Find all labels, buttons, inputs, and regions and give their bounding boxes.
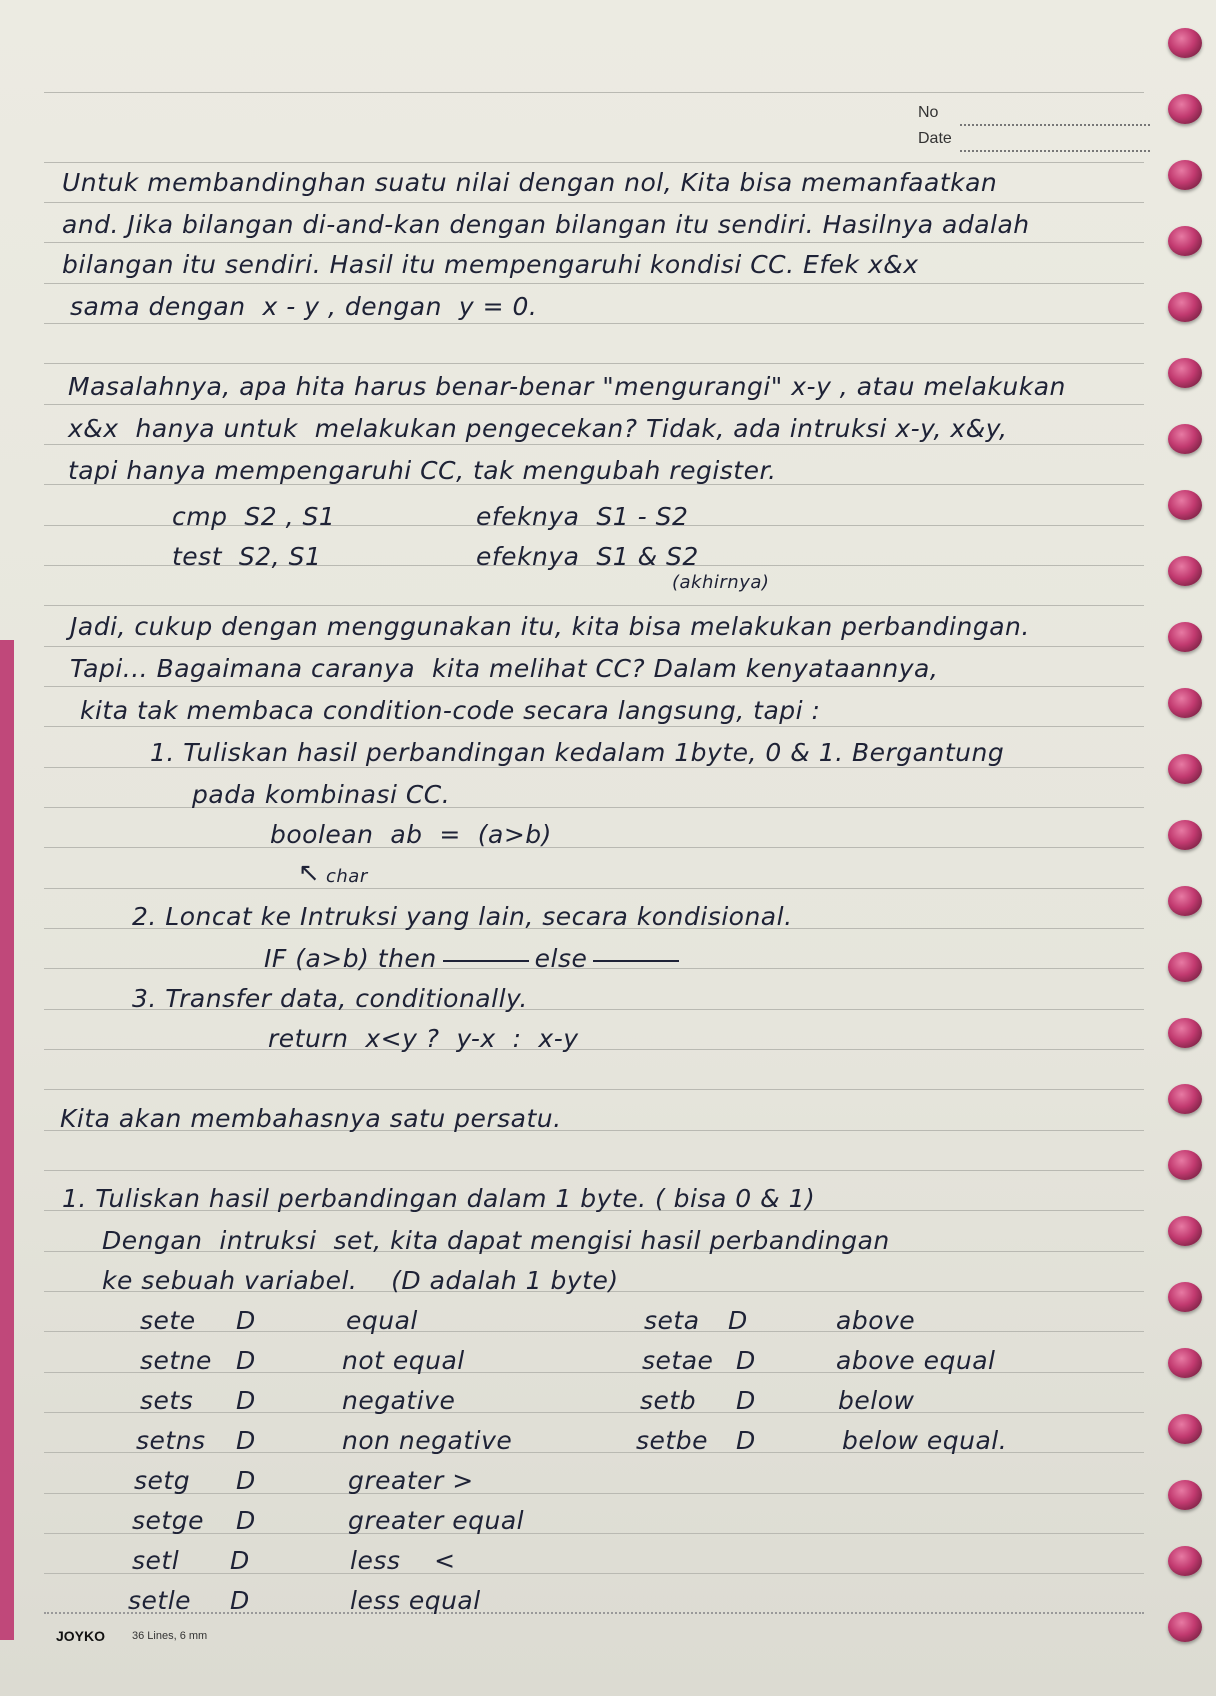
list-item-3-code: return x<y ? y-x : x-y xyxy=(268,1024,579,1053)
spiral-hole xyxy=(1168,1348,1202,1378)
spiral-hole xyxy=(1168,886,1202,916)
spiral-hole xyxy=(1168,160,1202,190)
ruled-line xyxy=(44,888,1144,889)
header-rule xyxy=(44,92,1144,93)
ruled-line xyxy=(44,323,1144,324)
ruled-line xyxy=(44,1573,1144,1574)
text-line: Masalahnya, apa hita harus benar-benar "mengurangi" x-y , atau melakukan xyxy=(68,372,1066,401)
set-arg: D xyxy=(236,1306,256,1335)
set-desc: above equal xyxy=(836,1346,996,1375)
spiral-hole xyxy=(1168,1018,1202,1048)
set-arg: D xyxy=(230,1546,250,1575)
ruled-line xyxy=(44,1533,1144,1534)
list-item-1-cont: pada kombinasi CC. xyxy=(192,780,451,809)
ruled-line xyxy=(44,726,1144,727)
spiral-hole xyxy=(1168,1216,1202,1246)
set-desc: equal xyxy=(346,1306,418,1335)
spiral-hole xyxy=(1168,688,1202,718)
set-desc: non negative xyxy=(342,1426,513,1455)
set-desc: negative xyxy=(342,1386,456,1415)
spiral-hole xyxy=(1168,292,1202,322)
set-arg: D xyxy=(728,1306,748,1335)
ruled-line xyxy=(44,242,1144,243)
set-desc: below xyxy=(838,1386,915,1415)
set-arg: D xyxy=(736,1426,756,1455)
ruled-line xyxy=(44,283,1144,284)
list-item-1: 1. Tuliskan hasil perbandingan kedalam 1byte, 0 & 1. Bergantung xyxy=(150,738,1005,767)
brand-subtitle: 36 Lines, 6 mm xyxy=(132,1630,208,1642)
cover-edge xyxy=(0,640,14,1640)
set-op: setg xyxy=(134,1466,191,1495)
set-arg: D xyxy=(230,1586,250,1615)
spiral-hole xyxy=(1168,424,1202,454)
text-line: bilangan itu sendiri. Hasil itu mempengaruhi kondisi CC. Efek x&x xyxy=(62,250,919,279)
ruled-line xyxy=(44,444,1144,445)
set-op: setbe xyxy=(636,1426,708,1455)
text-line: Tapi... Bagaimana caranya kita melihat CC? Dalam kenyataannya, xyxy=(70,654,939,683)
ruled-line xyxy=(44,605,1144,606)
text-line: and. Jika bilangan di-and-kan dengan bilangan itu sendiri. Hasilnya adalah xyxy=(62,210,1030,239)
set-op: setl xyxy=(132,1546,180,1575)
text-line: sama dengan x - y , dengan y = 0. xyxy=(70,292,538,321)
set-op: sete xyxy=(140,1306,196,1335)
set-arg: D xyxy=(236,1346,256,1375)
date-dots xyxy=(960,150,1150,152)
spiral-hole xyxy=(1168,1282,1202,1312)
set-arg: D xyxy=(236,1426,256,1455)
set-op: setb xyxy=(640,1386,697,1415)
list-item-1-note: char xyxy=(326,866,368,887)
spiral-hole xyxy=(1168,28,1202,58)
set-op: setle xyxy=(128,1586,192,1615)
set-arg: D xyxy=(236,1386,256,1415)
set-op: setns xyxy=(136,1426,206,1455)
ruled-line xyxy=(44,1331,1144,1332)
set-desc: above xyxy=(836,1306,916,1335)
spiral-hole xyxy=(1168,1150,1202,1180)
ruled-line xyxy=(44,1493,1144,1494)
section-heading: 1. Tuliskan hasil perbandingan dalam 1 byte. ( bisa 0 & 1) xyxy=(62,1184,816,1213)
spiral-hole xyxy=(1168,490,1202,520)
text-line: Dengan intruksi set, kita dapat mengisi hasil perbandingan xyxy=(102,1226,890,1255)
ruled-line xyxy=(44,202,1144,203)
spiral-hole xyxy=(1168,820,1202,850)
set-op: sets xyxy=(140,1386,194,1415)
spiral-hole xyxy=(1168,952,1202,982)
code-if: IF (a>b) then xyxy=(264,944,437,973)
spiral-hole xyxy=(1168,1612,1202,1642)
ruled-line xyxy=(44,767,1144,768)
ruled-line xyxy=(44,363,1144,364)
set-op: setne xyxy=(140,1346,212,1375)
text-line: Jadi, cukup dengan menggunakan itu, kita bisa melakukan perbandingan. xyxy=(70,612,1030,641)
set-desc: less < xyxy=(350,1546,456,1575)
text-line: ke sebuah variabel. (D adalah 1 byte) xyxy=(102,1266,619,1295)
blank-line xyxy=(593,959,679,962)
spiral-hole xyxy=(1168,622,1202,652)
set-arg: D xyxy=(236,1466,256,1495)
text-line: Kita akan membahasnya satu persatu. xyxy=(60,1104,562,1133)
instruction-test: test S2, S1 xyxy=(172,542,322,571)
ruled-line xyxy=(44,404,1144,405)
set-arg: D xyxy=(736,1346,756,1375)
blank-line xyxy=(443,959,529,962)
list-item-2: 2. Loncat ke Intruksi yang lain, secara kondisional. xyxy=(132,902,793,931)
ruled-line xyxy=(44,1089,1144,1090)
spiral-hole xyxy=(1168,226,1202,256)
text-line: kita tak membaca condition-code secara langsung, tapi : xyxy=(80,696,821,725)
set-op: seta xyxy=(644,1306,700,1335)
spiral-hole xyxy=(1168,1480,1202,1510)
text-line: x&x hanya untuk melakukan pengecekan? Tidak, ada intruksi x-y, x&y, xyxy=(68,414,1008,443)
annotation-akhirnya: (akhirnya) xyxy=(672,572,770,593)
brand-logo: JOYKO xyxy=(56,1628,106,1644)
spiral-hole xyxy=(1168,754,1202,784)
list-item-2-code xyxy=(264,944,685,973)
spiral-hole xyxy=(1168,358,1202,388)
no-label: No xyxy=(918,104,939,121)
code-else: else xyxy=(534,944,588,973)
list-item-3: 3. Transfer data, conditionally. xyxy=(132,984,528,1013)
ruled-line xyxy=(44,847,1144,848)
set-desc: below equal. xyxy=(842,1426,1008,1455)
text-line: tapi hanya mempengaruhi CC, tak mengubah register. xyxy=(68,456,777,485)
ruled-line xyxy=(44,686,1144,687)
date-label: Date xyxy=(918,130,952,147)
bottom-dotted-line xyxy=(44,1612,1144,1614)
spiral-hole xyxy=(1168,556,1202,586)
set-desc: greater equal xyxy=(348,1506,525,1535)
set-op: setae xyxy=(642,1346,714,1375)
ruled-line xyxy=(44,646,1144,647)
arrow-icon: ↖ xyxy=(298,858,320,888)
instruction-cmp: cmp S2 , S1 xyxy=(172,502,336,531)
set-arg: D xyxy=(236,1506,256,1535)
ruled-line xyxy=(44,162,1144,163)
ruled-line xyxy=(44,1170,1144,1171)
list-item-1-code: boolean ab = (a>b) xyxy=(270,820,552,849)
ruled-line xyxy=(44,1049,1144,1050)
spiral-hole xyxy=(1168,94,1202,124)
spiral-hole xyxy=(1168,1414,1202,1444)
instruction-test-effect: efeknya S1 & S2 xyxy=(476,542,699,571)
set-op: setge xyxy=(132,1506,204,1535)
spiral-hole xyxy=(1168,1546,1202,1576)
ruled-line xyxy=(44,1412,1144,1413)
set-desc: not equal xyxy=(342,1346,465,1375)
spiral-hole xyxy=(1168,1084,1202,1114)
set-desc: greater > xyxy=(348,1466,474,1495)
text-line: Untuk membandinghan suatu nilai dengan nol, Kita bisa memanfaatkan xyxy=(62,168,998,197)
set-desc: less equal xyxy=(350,1586,481,1615)
no-dots xyxy=(960,124,1150,126)
instruction-cmp-effect: efeknya S1 - S2 xyxy=(476,502,689,531)
set-arg: D xyxy=(736,1386,756,1415)
